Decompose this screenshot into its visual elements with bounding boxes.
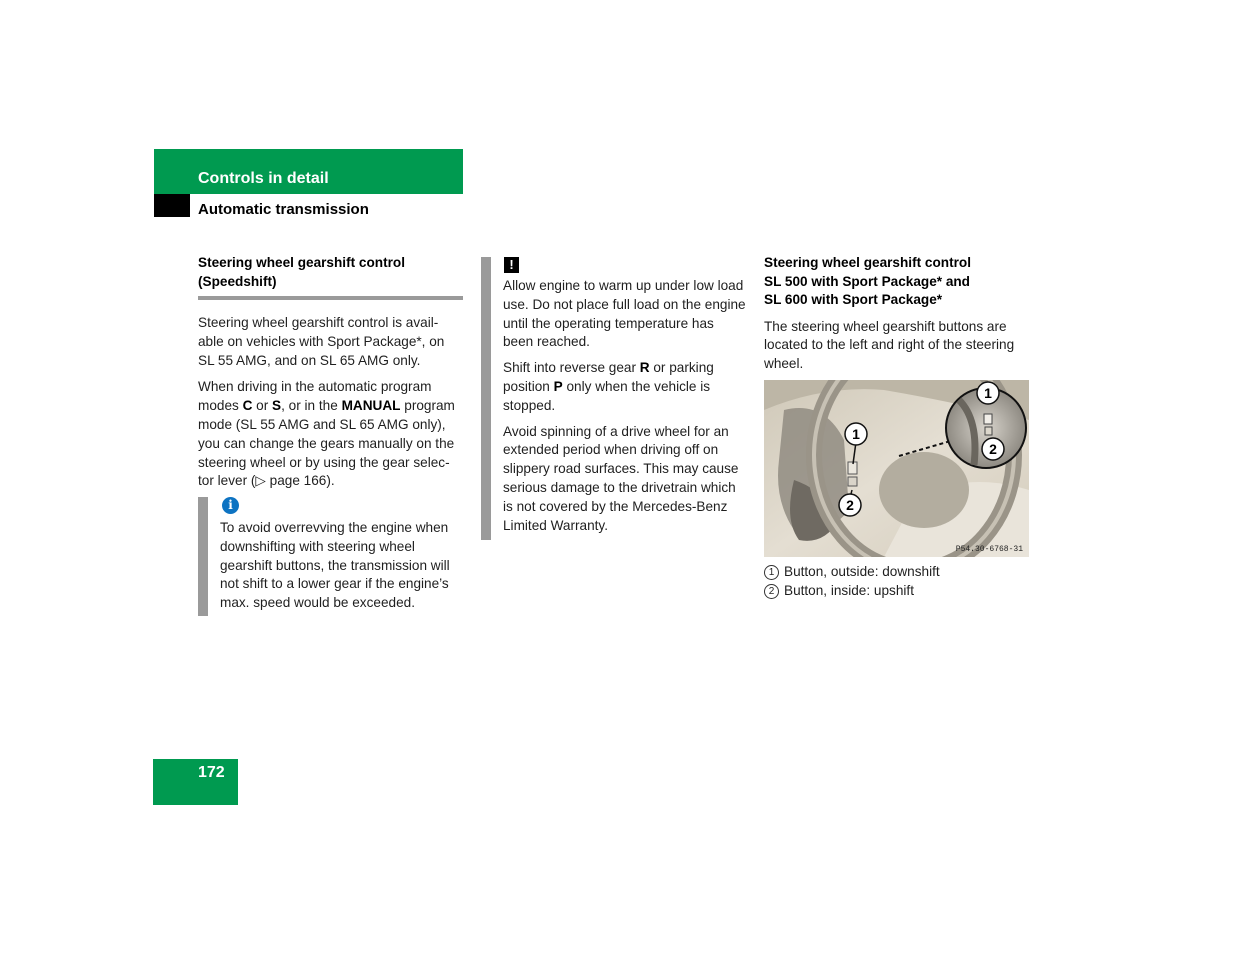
heading-line: SL 600 with Sport Package* xyxy=(764,292,943,307)
page-reference-arrow-icon: ▷ xyxy=(255,473,266,489)
warning-side-bar xyxy=(481,257,491,540)
column-right xyxy=(764,254,1032,374)
callout-1-zoom xyxy=(977,382,999,404)
section-title: Controls in detail xyxy=(198,170,329,187)
warmup-paragraph: Allow engine to warm up under low load use. Do not place full load on the engine until the operating temperature has been reached. xyxy=(503,278,746,350)
heading-line: SL 500 with Sport Package* and xyxy=(764,273,970,289)
legend-number: 2 xyxy=(764,584,779,599)
info-text: To avoid overrevving the engine when downshifting with steering wheel gearshift buttons, the transmission will not shift to a lower gear if the engine’s max. speed would be exceeded. xyxy=(220,520,450,611)
info-note xyxy=(198,495,464,616)
svg-text:2: 2 xyxy=(989,441,997,457)
svg-text:1: 1 xyxy=(984,385,992,401)
sport-package-heading xyxy=(764,254,1032,310)
legend-number: 1 xyxy=(764,565,779,580)
svg-text:1: 1 xyxy=(852,426,860,442)
legend-text: Button, inside: upshift xyxy=(784,583,914,598)
heading-rule xyxy=(198,296,463,300)
figure-code: P54.30-6768-31 xyxy=(955,545,1023,554)
column-middle xyxy=(503,277,747,535)
heading-line: Steering wheel gearshift control xyxy=(764,255,971,270)
info-icon: i xyxy=(222,497,239,514)
availability-paragraph: Steering wheel gearshift control is avail-able on vehicles with Sport Package*, on SL 55 AMG, and on SL 65 AMG only. xyxy=(198,315,445,368)
legend-text: Button, outside: downshift xyxy=(784,564,940,579)
page-number: 172 xyxy=(198,764,225,781)
column-left xyxy=(198,254,463,491)
reverse-park-paragraph: Shift into reverse gear R or parking position P only when the vehicle is stopped. xyxy=(503,360,714,413)
gear-p: P xyxy=(553,378,563,394)
subsection-title: Automatic transmission xyxy=(198,201,369,218)
figure-legend xyxy=(764,562,1032,600)
legend-item xyxy=(764,562,1032,581)
heading-line: (Speedshift) xyxy=(198,273,277,289)
mode-s: S xyxy=(272,398,282,414)
mode-c: C xyxy=(242,398,253,414)
button-location-paragraph: The steering wheel gearshift buttons are located to the left and right of the steering wheel. xyxy=(764,318,1015,372)
page-number-box xyxy=(153,759,238,805)
callout-1-main xyxy=(845,423,867,445)
steering-wheel-illustration xyxy=(764,380,1029,557)
info-side-bar xyxy=(198,497,208,616)
warning-icon: ! xyxy=(504,257,519,273)
heading-line: Steering wheel gearshift control xyxy=(198,255,405,270)
header-tab-marker xyxy=(154,194,190,217)
legend-item xyxy=(764,581,1032,600)
wheel-spin-paragraph: Avoid spinning of a drive wheel for an extended period when driving off on slippery road surfaces. This may cause serious damage to the drivetrain which is not covered by the Mercedes-Benz Limited Warranty. xyxy=(503,423,739,533)
steering-wheel-photo xyxy=(764,380,1029,557)
gear-r: R xyxy=(639,360,650,376)
callout-2-zoom xyxy=(982,438,1004,460)
mode-manual: MANUAL xyxy=(341,398,401,414)
speedshift-heading xyxy=(198,254,463,291)
callout-2-main xyxy=(839,494,861,516)
svg-text:2: 2 xyxy=(846,497,854,513)
manual-shift-paragraph: When driving in the automatic program modes C or S, or in the MANUAL program mode (SL 55 AMG and SL 65 AMG only), you can change the gears manually on the steering wheel or by using the gear selec-tor lever (▷ page 166). xyxy=(198,379,455,489)
